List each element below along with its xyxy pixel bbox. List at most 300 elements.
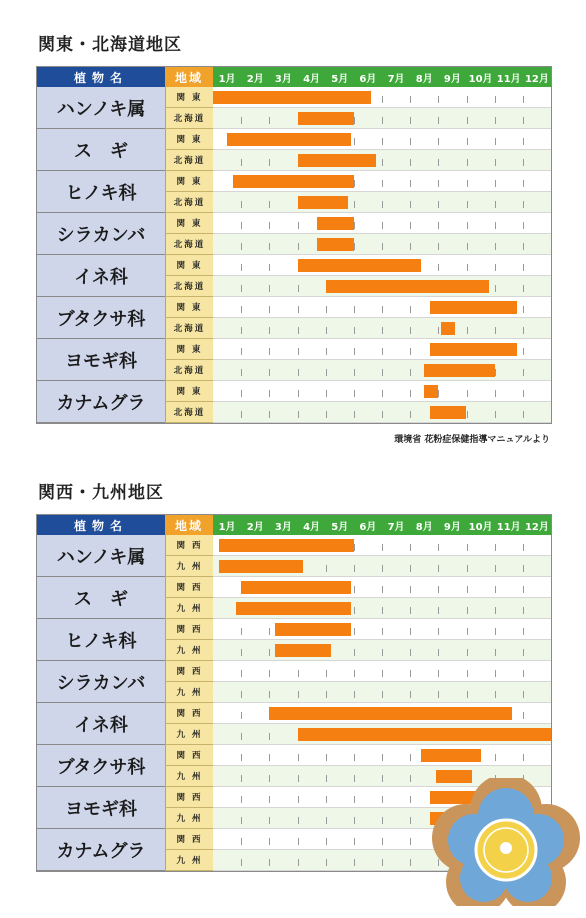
month-tick bbox=[269, 817, 270, 824]
month-tick bbox=[438, 565, 439, 572]
month-tick bbox=[354, 411, 355, 418]
pollen-period-bar bbox=[275, 623, 351, 636]
section-title: 関東・北海道地区 bbox=[38, 35, 182, 55]
month-tick bbox=[382, 243, 383, 250]
plant-name: イネ科 bbox=[37, 255, 165, 297]
pollen-period-bar bbox=[269, 707, 511, 720]
month-tick bbox=[467, 159, 468, 166]
month-tick bbox=[354, 327, 355, 334]
pollen-period-bar bbox=[326, 280, 489, 293]
month-tick bbox=[241, 243, 242, 250]
month-tick bbox=[326, 670, 327, 677]
month-tick bbox=[269, 670, 270, 677]
header-plant-name: 植物名 bbox=[37, 67, 165, 87]
month-tick bbox=[354, 649, 355, 656]
month-tick bbox=[523, 369, 524, 376]
pollen-period-bar bbox=[227, 133, 351, 146]
month-tick bbox=[467, 649, 468, 656]
month-tick bbox=[523, 628, 524, 635]
pollen-period-bar bbox=[219, 560, 304, 573]
month-tick bbox=[410, 607, 411, 614]
region-label: 関 西 bbox=[165, 829, 213, 850]
month-tick bbox=[467, 411, 468, 418]
plant-name: ハンノキ属 bbox=[37, 87, 165, 129]
month-tick bbox=[495, 586, 496, 593]
month-tick bbox=[467, 327, 468, 334]
month-tick bbox=[523, 138, 524, 145]
month-tick bbox=[382, 201, 383, 208]
month-tick bbox=[438, 117, 439, 124]
header-plant-name: 植物名 bbox=[37, 515, 165, 535]
timeline-lane bbox=[213, 745, 551, 766]
month-tick bbox=[410, 628, 411, 635]
month-label: 2月 bbox=[246, 521, 264, 533]
timeline-lane bbox=[213, 276, 551, 297]
month-tick bbox=[382, 327, 383, 334]
month-tick bbox=[298, 369, 299, 376]
month-tick bbox=[326, 838, 327, 845]
month-tick bbox=[269, 348, 270, 355]
month-label: 7月 bbox=[387, 521, 405, 533]
region-label: 関 東 bbox=[165, 297, 213, 318]
pollen-period-bar bbox=[233, 175, 354, 188]
region-label: 北海道 bbox=[165, 318, 213, 339]
plant-name: ス ギ bbox=[37, 577, 165, 619]
source-note: 環境省 花粉症保健指導マニュアルより bbox=[394, 435, 550, 445]
pollen-period-bar bbox=[241, 581, 351, 594]
month-tick bbox=[410, 649, 411, 656]
month-tick bbox=[382, 565, 383, 572]
month-tick bbox=[326, 796, 327, 803]
pollen-period-bar bbox=[298, 112, 354, 125]
month-tick bbox=[241, 712, 242, 719]
timeline-lane bbox=[213, 535, 551, 556]
month-tick bbox=[410, 159, 411, 166]
month-tick bbox=[410, 411, 411, 418]
region-label: 九 州 bbox=[165, 598, 213, 619]
month-tick bbox=[523, 159, 524, 166]
month-tick bbox=[326, 691, 327, 698]
month-tick bbox=[269, 649, 270, 656]
plant-row bbox=[37, 577, 551, 619]
month-tick bbox=[438, 544, 439, 551]
month-tick bbox=[241, 691, 242, 698]
month-tick bbox=[382, 649, 383, 656]
plant-name: ス ギ bbox=[37, 129, 165, 171]
month-tick bbox=[326, 775, 327, 782]
month-tick bbox=[438, 138, 439, 145]
month-tick bbox=[523, 649, 524, 656]
month-label: 1月 bbox=[218, 521, 236, 533]
region-label: 北海道 bbox=[165, 402, 213, 423]
timeline-lane bbox=[213, 360, 551, 381]
month-tick bbox=[523, 180, 524, 187]
pollen-period-bar bbox=[421, 749, 480, 762]
month-tick bbox=[241, 159, 242, 166]
month-tick bbox=[523, 691, 524, 698]
month-tick bbox=[382, 159, 383, 166]
timeline-lane bbox=[213, 724, 551, 745]
region-label: 関 東 bbox=[165, 171, 213, 192]
pollen-period-bar bbox=[430, 301, 517, 314]
timeline-lane bbox=[213, 577, 551, 598]
month-tick bbox=[298, 859, 299, 866]
month-tick bbox=[354, 817, 355, 824]
month-tick bbox=[438, 159, 439, 166]
region-label: 北海道 bbox=[165, 150, 213, 171]
month-tick bbox=[523, 201, 524, 208]
month-tick bbox=[382, 691, 383, 698]
month-tick bbox=[354, 754, 355, 761]
month-tick bbox=[410, 817, 411, 824]
month-tick bbox=[495, 565, 496, 572]
month-tick bbox=[523, 544, 524, 551]
month-tick bbox=[298, 348, 299, 355]
month-label: 4月 bbox=[303, 521, 321, 533]
month-tick bbox=[523, 411, 524, 418]
month-tick bbox=[354, 390, 355, 397]
month-tick bbox=[354, 306, 355, 313]
month-tick bbox=[382, 180, 383, 187]
line-camera-badge bbox=[430, 778, 582, 906]
month-tick bbox=[467, 243, 468, 250]
month-tick bbox=[298, 327, 299, 334]
month-tick bbox=[382, 348, 383, 355]
month-tick bbox=[241, 117, 242, 124]
month-tick bbox=[523, 117, 524, 124]
timeline-lane bbox=[213, 619, 551, 640]
month-tick bbox=[382, 754, 383, 761]
month-tick bbox=[495, 754, 496, 761]
month-tick bbox=[410, 586, 411, 593]
month-tick bbox=[523, 712, 524, 719]
month-tick bbox=[523, 96, 524, 103]
section-title: 関西・九州地区 bbox=[38, 483, 164, 503]
month-tick bbox=[298, 390, 299, 397]
region-label: 九 州 bbox=[165, 640, 213, 661]
month-tick bbox=[410, 670, 411, 677]
plant-name: イネ科 bbox=[37, 703, 165, 745]
region-label: 関 西 bbox=[165, 535, 213, 556]
plant-row bbox=[37, 129, 551, 171]
month-tick bbox=[354, 775, 355, 782]
month-tick bbox=[467, 565, 468, 572]
month-tick bbox=[523, 285, 524, 292]
pollen-period-bar bbox=[424, 364, 494, 377]
region-label: 関 西 bbox=[165, 661, 213, 682]
region-label: 九 州 bbox=[165, 682, 213, 703]
month-tick bbox=[438, 586, 439, 593]
month-tick bbox=[269, 306, 270, 313]
month-tick bbox=[410, 691, 411, 698]
month-tick bbox=[241, 201, 242, 208]
month-tick bbox=[438, 201, 439, 208]
month-label: 9月 bbox=[443, 73, 461, 85]
pollen-period-bar bbox=[424, 385, 438, 398]
month-tick bbox=[326, 565, 327, 572]
region-label: 関 西 bbox=[165, 787, 213, 808]
month-tick bbox=[523, 586, 524, 593]
month-label: 8月 bbox=[415, 73, 433, 85]
month-label: 1月 bbox=[218, 73, 236, 85]
month-tick bbox=[241, 775, 242, 782]
header-region: 地域 bbox=[165, 515, 213, 535]
month-tick bbox=[495, 649, 496, 656]
month-tick bbox=[354, 369, 355, 376]
region-label: 九 州 bbox=[165, 850, 213, 871]
month-tick bbox=[269, 859, 270, 866]
month-tick bbox=[495, 180, 496, 187]
month-tick bbox=[467, 544, 468, 551]
month-label: 8月 bbox=[415, 521, 433, 533]
month-label: 6月 bbox=[359, 521, 377, 533]
month-tick bbox=[410, 201, 411, 208]
plant-row bbox=[37, 339, 551, 381]
month-tick bbox=[467, 117, 468, 124]
month-tick bbox=[326, 859, 327, 866]
month-tick bbox=[269, 201, 270, 208]
month-tick bbox=[298, 754, 299, 761]
month-tick bbox=[241, 222, 242, 229]
month-tick bbox=[495, 222, 496, 229]
month-tick bbox=[438, 327, 439, 334]
month-tick bbox=[298, 838, 299, 845]
month-tick bbox=[410, 243, 411, 250]
plant-name: ヒノキ科 bbox=[37, 171, 165, 213]
region-label: 関 東 bbox=[165, 339, 213, 360]
month-tick bbox=[241, 628, 242, 635]
plant-name: カナムグラ bbox=[37, 381, 165, 423]
pollen-period-bar bbox=[213, 91, 371, 104]
month-tick bbox=[495, 628, 496, 635]
month-tick bbox=[269, 775, 270, 782]
month-tick bbox=[241, 733, 242, 740]
month-tick bbox=[354, 222, 355, 229]
plant-name: ハンノキ属 bbox=[37, 535, 165, 577]
month-tick bbox=[354, 838, 355, 845]
month-tick bbox=[298, 411, 299, 418]
region-label: 九 州 bbox=[165, 766, 213, 787]
region-label: 関 東 bbox=[165, 213, 213, 234]
timeline-lane bbox=[213, 402, 551, 423]
month-tick bbox=[354, 628, 355, 635]
month-tick bbox=[523, 670, 524, 677]
month-tick bbox=[382, 369, 383, 376]
month-tick bbox=[495, 138, 496, 145]
timeline-lane bbox=[213, 640, 551, 661]
pollen-period-bar bbox=[219, 539, 354, 552]
month-tick bbox=[495, 607, 496, 614]
month-tick bbox=[410, 96, 411, 103]
month-tick bbox=[354, 691, 355, 698]
region-label: 関 東 bbox=[165, 255, 213, 276]
month-tick bbox=[495, 327, 496, 334]
region-label: 関 西 bbox=[165, 577, 213, 598]
month-tick bbox=[467, 691, 468, 698]
month-tick bbox=[410, 306, 411, 313]
month-tick bbox=[354, 348, 355, 355]
month-tick bbox=[467, 390, 468, 397]
plant-row bbox=[37, 297, 551, 339]
plant-row bbox=[37, 255, 551, 297]
month-tick bbox=[438, 607, 439, 614]
month-tick bbox=[382, 411, 383, 418]
month-tick bbox=[438, 628, 439, 635]
month-tick bbox=[382, 222, 383, 229]
month-tick bbox=[438, 222, 439, 229]
month-tick bbox=[495, 285, 496, 292]
month-tick bbox=[438, 96, 439, 103]
month-tick bbox=[382, 628, 383, 635]
month-tick bbox=[523, 607, 524, 614]
month-label: 3月 bbox=[274, 521, 292, 533]
month-tick bbox=[298, 222, 299, 229]
timeline-lane bbox=[213, 192, 551, 213]
month-tick bbox=[438, 670, 439, 677]
month-label: 10月 bbox=[468, 521, 493, 533]
month-tick bbox=[269, 628, 270, 635]
timeline-lane bbox=[213, 339, 551, 360]
plant-row bbox=[37, 87, 551, 129]
timeline-lane bbox=[213, 87, 551, 108]
month-tick bbox=[382, 859, 383, 866]
month-tick bbox=[382, 817, 383, 824]
month-tick bbox=[269, 117, 270, 124]
month-tick bbox=[382, 775, 383, 782]
plant-row bbox=[37, 171, 551, 213]
month-tick bbox=[241, 285, 242, 292]
month-tick bbox=[382, 544, 383, 551]
month-label: 5月 bbox=[331, 73, 349, 85]
month-tick bbox=[410, 859, 411, 866]
month-tick bbox=[495, 411, 496, 418]
month-tick bbox=[241, 649, 242, 656]
month-tick bbox=[410, 544, 411, 551]
header-months bbox=[213, 67, 551, 87]
month-tick bbox=[326, 754, 327, 761]
region-label: 関 西 bbox=[165, 703, 213, 724]
region-label: 北海道 bbox=[165, 234, 213, 255]
month-tick bbox=[438, 691, 439, 698]
month-label: 10月 bbox=[468, 73, 493, 85]
month-tick bbox=[298, 243, 299, 250]
month-tick bbox=[410, 117, 411, 124]
month-tick bbox=[354, 201, 355, 208]
month-tick bbox=[269, 264, 270, 271]
month-tick bbox=[382, 796, 383, 803]
timeline-lane bbox=[213, 297, 551, 318]
timeline-lane bbox=[213, 108, 551, 129]
plant-name: カナムグラ bbox=[37, 829, 165, 871]
month-tick bbox=[467, 96, 468, 103]
month-tick bbox=[495, 243, 496, 250]
month-label: 12月 bbox=[524, 73, 549, 85]
month-tick bbox=[495, 201, 496, 208]
pollen-period-bar bbox=[275, 644, 331, 657]
month-tick bbox=[495, 159, 496, 166]
month-tick bbox=[523, 264, 524, 271]
month-tick bbox=[326, 817, 327, 824]
pollen-period-bar bbox=[298, 196, 349, 209]
month-tick bbox=[495, 390, 496, 397]
month-tick bbox=[495, 691, 496, 698]
plant-name: シラカンバ bbox=[37, 213, 165, 255]
month-tick bbox=[298, 306, 299, 313]
timeline-lane bbox=[213, 598, 551, 619]
month-tick bbox=[467, 607, 468, 614]
month-tick bbox=[269, 691, 270, 698]
header-region: 地域 bbox=[165, 67, 213, 87]
region-label: 北海道 bbox=[165, 276, 213, 297]
month-tick bbox=[523, 327, 524, 334]
month-tick bbox=[269, 733, 270, 740]
region-label: 関 西 bbox=[165, 619, 213, 640]
month-tick bbox=[298, 817, 299, 824]
region-label: 九 州 bbox=[165, 724, 213, 745]
month-tick bbox=[241, 369, 242, 376]
month-tick bbox=[410, 754, 411, 761]
month-tick bbox=[523, 348, 524, 355]
month-tick bbox=[269, 159, 270, 166]
month-tick bbox=[326, 411, 327, 418]
month-tick bbox=[467, 670, 468, 677]
month-label: 9月 bbox=[443, 521, 461, 533]
pollen-period-bar bbox=[441, 322, 455, 335]
pollen-period-bar bbox=[430, 343, 517, 356]
timeline-lane bbox=[213, 661, 551, 682]
month-label: 7月 bbox=[387, 73, 405, 85]
pollen-period-bar bbox=[430, 406, 467, 419]
pollen-period-bar bbox=[298, 154, 377, 167]
month-tick bbox=[410, 222, 411, 229]
month-tick bbox=[298, 670, 299, 677]
month-tick bbox=[438, 649, 439, 656]
month-tick bbox=[298, 775, 299, 782]
month-tick bbox=[410, 775, 411, 782]
month-tick bbox=[354, 859, 355, 866]
month-tick bbox=[354, 565, 355, 572]
month-tick bbox=[241, 670, 242, 677]
month-tick bbox=[467, 180, 468, 187]
flower-stamp-icon bbox=[430, 778, 582, 906]
plant-row bbox=[37, 381, 551, 423]
month-tick bbox=[382, 96, 383, 103]
plant-name: ブタクサ科 bbox=[37, 297, 165, 339]
month-tick bbox=[298, 796, 299, 803]
month-tick bbox=[269, 411, 270, 418]
region-label: 九 州 bbox=[165, 556, 213, 577]
month-tick bbox=[241, 796, 242, 803]
plant-name: ヒノキ科 bbox=[37, 619, 165, 661]
month-tick bbox=[241, 348, 242, 355]
month-tick bbox=[241, 754, 242, 761]
month-tick bbox=[523, 565, 524, 572]
month-tick bbox=[467, 222, 468, 229]
month-label: 4月 bbox=[303, 73, 321, 85]
timeline-lane bbox=[213, 234, 551, 255]
month-tick bbox=[438, 180, 439, 187]
region-label: 九 州 bbox=[165, 808, 213, 829]
month-label: 11月 bbox=[496, 521, 521, 533]
month-tick bbox=[382, 670, 383, 677]
month-tick bbox=[354, 607, 355, 614]
region-label: 関 西 bbox=[165, 745, 213, 766]
plant-row bbox=[37, 703, 551, 745]
pollen-period-bar bbox=[317, 238, 354, 251]
month-tick bbox=[495, 117, 496, 124]
month-tick bbox=[438, 390, 439, 397]
plant-name: ブタクサ科 bbox=[37, 745, 165, 787]
